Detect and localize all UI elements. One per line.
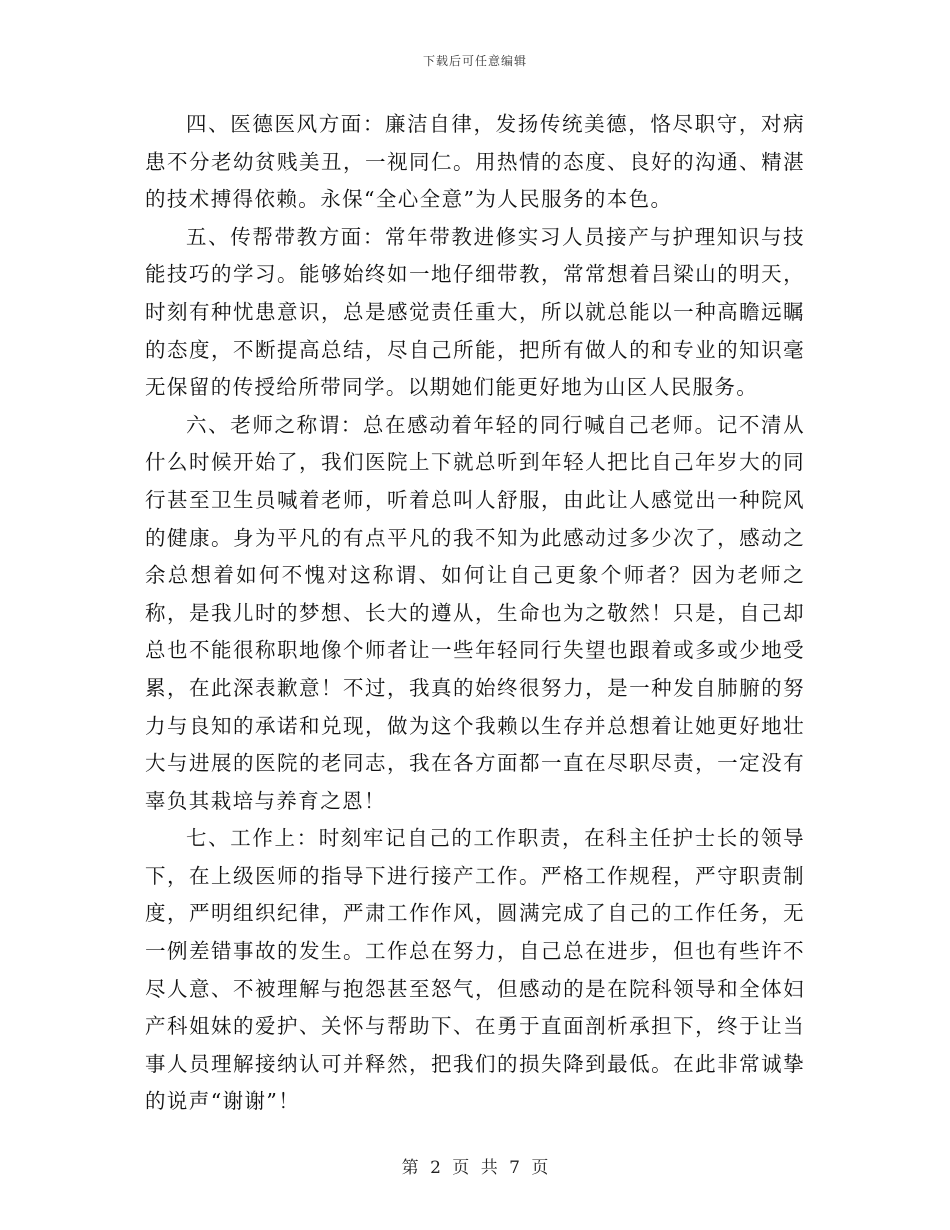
paragraph-teacher-title: 六、老师之称谓：总在感动着年轻的同行喊自己老师。记不清从什么时候开始了，我们医院上下就总听到年轻人把比自己年岁大的同行甚至卫生员喊着老师，听着总叫人舒服，由此让人感觉出一种院风的健康。身为平凡的有点平凡的我不知为此感动过多少次了，感动之余总想着如何不愧对这称谓、如何让自己更象个师者？因为老师之称，是我儿时的梦想、长大的遵从，生命也为之敬然！只是，自己却总也不能很称职地像个师者让一些年轻同行失望也跟着或多或少地受累，在此深表歉意！不过，我真的始终很努力，是一种发自肺腑的努力与良知的承诺和兑现，做为这个我赖以生存并总想着让她更好地壮大与进展的医院的老同志，我在各方面都一直在尽职尽责，一定没有辜负其栽培与养育之恩！: [145, 412, 805, 813]
document-body: [145, 106, 805, 1121]
paragraph-medical-ethics: 四、医德医风方面：廉洁自律，发扬传统美德，恪尽职守，对病患不分老幼贫贱美丑，一视同仁。用热情的态度、良好的沟通、精湛的技术搏得依赖。永保“全心全意”为人民服务的本色。: [145, 112, 805, 212]
page-number: 第 2 页 共 7 页: [401, 1158, 549, 1178]
paragraph-mentoring: 五、传帮带教方面：常年带教进修实习人员接产与护理知识与技能技巧的学习。能够始终如一地仔细带教，常常想着吕梁山的明天，时刻有种忧患意识，总是感觉责任重大，所以就总能以一种高瞻远瞩的态度，不断提高总结，尽自己所能，把所有做人的和专业的知识毫无保留的传授给所带同学。以期她们能更好地为山区人民服务。: [145, 224, 805, 400]
paragraph-work: 七、工作上：时刻牢记自己的工作职责，在科主任护士长的领导下，在上级医师的指导下进行接产工作。严格工作规程，严守职责制度，严明组织纪律，严肃工作作风，圆满完成了自己的工作任务，无一例差错事故的发生。工作总在努力，自己总在进步，但也有些许不尽人意、不被理解与抱怨甚至怒气，但感动的是在院科领导和全体妇产科姐妹的爱护、关怀与帮助下、在勇于直面剖析承担下，终于让当事人员理解接纳认可并释然，把我们的损失降到最低。在此非常诚挚的说声“谢谢”！: [145, 826, 805, 1114]
page-header: 下载后可任意编辑: [422, 54, 527, 68]
